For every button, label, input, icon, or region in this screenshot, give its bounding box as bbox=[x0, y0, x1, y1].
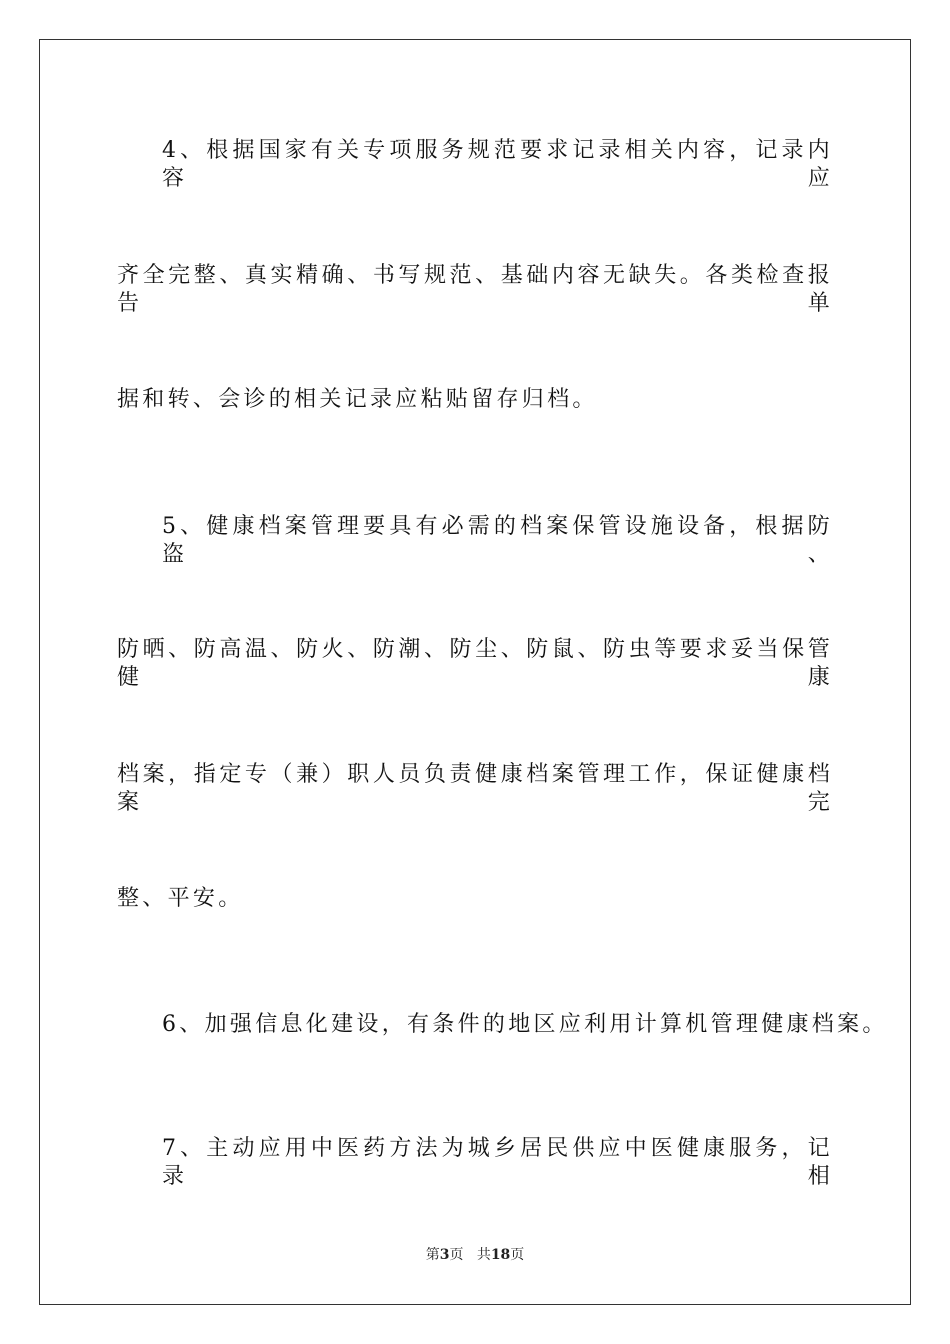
paragraph-4-line-1: 4、根据国家有关专项服务规范要求记录相关内容，记录内容应 bbox=[162, 138, 833, 191]
page-footer bbox=[0, 1246, 950, 1264]
page-prefix: 第 bbox=[425, 1247, 440, 1263]
paragraph-5-line-2: 防晒、防高温、防火、防潮、防尘、防鼠、防虫等要求妥当保管健康 bbox=[117, 637, 833, 690]
paragraph-5-line-3: 档案，指定专（兼）职人员负责健康档案管理工作，保证健康档案完 bbox=[117, 762, 833, 815]
paragraph-5-line-1: 5、健康档案管理要具有必需的档案保管设施设备，根据防盗、 bbox=[162, 514, 833, 567]
paragraph-4-line-3: 据和转、会诊的相关记录应粘贴留存归档。 bbox=[117, 387, 598, 412]
paragraph-4-line-2: 齐全完整、真实精确、书写规范、基础内容无缺失。各类检查报告单 bbox=[117, 263, 833, 316]
total-suffix: 页 bbox=[510, 1247, 525, 1263]
total-pages: 18 bbox=[490, 1247, 511, 1263]
paragraph-6-line-1: 6、加强信息化建设，有条件的地区应利用计算机管理健康档案。 bbox=[162, 1012, 888, 1037]
paragraph-5-line-4: 整、平安。 bbox=[117, 886, 244, 911]
page-suffix: 页 bbox=[449, 1247, 464, 1263]
page-number: 3 bbox=[439, 1247, 450, 1263]
total-prefix: 共 bbox=[476, 1247, 491, 1263]
paragraph-7-line-1: 7、主动应用中医药方法为城乡居民供应中医健康服务，记录相 bbox=[162, 1136, 833, 1189]
